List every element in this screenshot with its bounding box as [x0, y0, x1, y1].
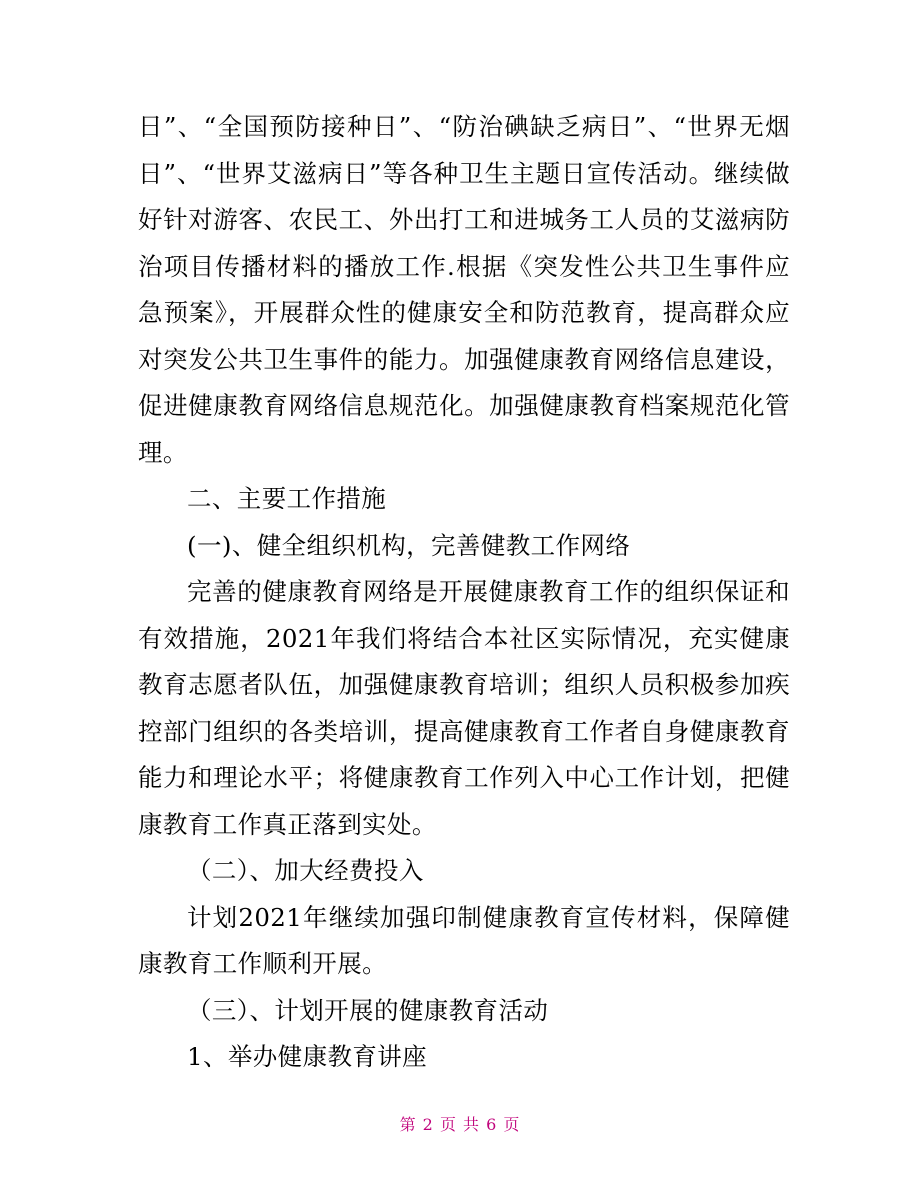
paragraph-network: 完善的健康教育网络是开展健康教育工作的组织保证和有效措施，2021年我们将结合本社区实际情况，充实健康教育志愿者队伍，加强健康教育培训；组织人员积极参加疾控部门组织的各类培训，提高健康教育工作者自身健康教育能力和理论水平；将健康教育工作列入中心工作计划，把健康教育工作真正落到实处。: [138, 577, 790, 839]
item-heading-lectures: 1、举办健康教育讲座: [187, 1042, 428, 1071]
subsection-heading-funding: （二）、加大经费投入: [187, 856, 424, 885]
paragraph-funding: 计划2021年继续加强印制健康教育宣传材料，保障健康教育工作顺利开展。: [138, 902, 790, 978]
section-heading-main-measures: 二、主要工作措施: [187, 484, 387, 513]
paragraph-continuation: 日”、“全国预防接种日”、“防治碘缺乏病日”、“世界无烟日”、“世界艾滋病日”等各种卫生主题日宣传活动。继续做好针对游客、农民工、外出打工和进城务工人员的艾滋病防治项目传播材料的播放工作.根据《突发性公共卫生事件应急预案》，开展群众性的健康安全和防范教育，提高群众应对突发公共卫生事件的能力。加强健康教育网络信息建设，促进健康教育网络信息规范化。加强健康教育档案规范化管理。: [138, 112, 790, 467]
document-body: [138, 104, 790, 1081]
subsection-heading-organization: (一)、健全组织机构，完善健教工作网络: [187, 530, 631, 560]
subsection-heading-activities: （三）、计划开展的健康教育活动: [187, 995, 549, 1025]
page-number-footer: 第 2 页 共 6 页: [399, 1115, 521, 1134]
